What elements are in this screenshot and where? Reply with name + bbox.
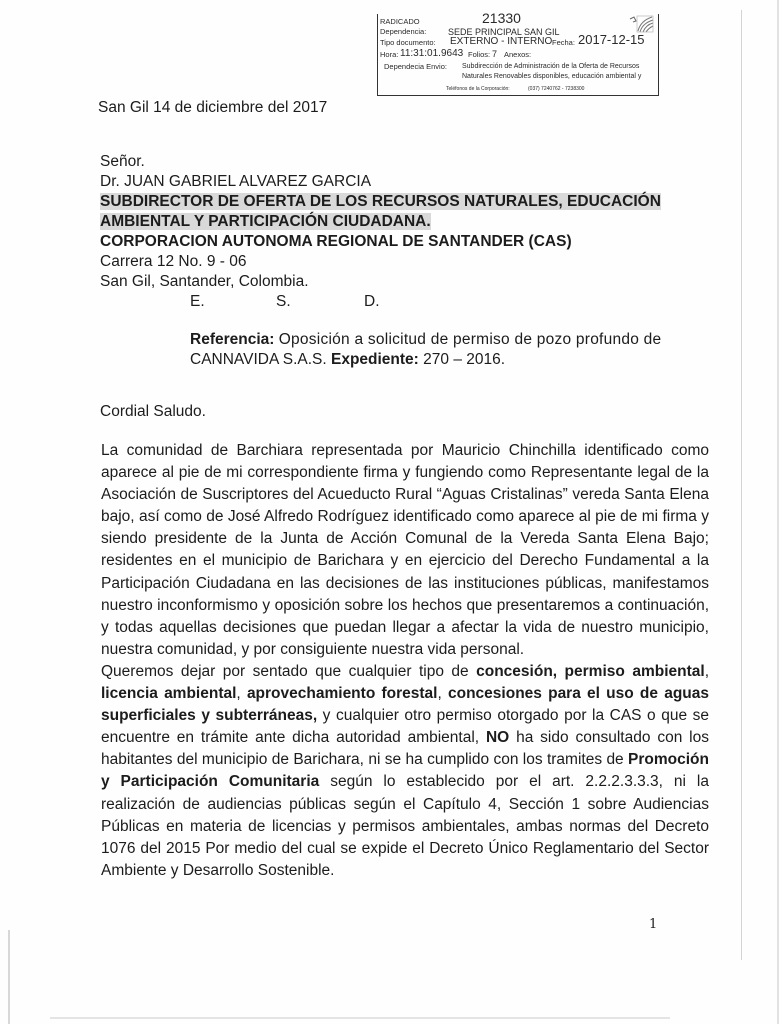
recipient-position-line1-text: SUBDIRECTOR DE OFERTA DE LOS RECURSOS NATURALES, EDUCACIÓN [100,193,661,210]
esd-s: S. [276,293,291,310]
stamp-telefonos-value: (037) 7240762 - 7238300 [528,86,585,92]
stamp-dependencia-label: Dependencia: [380,27,427,36]
esd-e: E. [190,293,205,310]
stamp-envio-line2: Naturales Renovables disponibles, educación ambiental y [462,73,642,80]
reference-company: CANNAVIDA S.A.S. [190,351,327,368]
reference-line1 [190,330,661,350]
stamp-radicado-number: 21330 [482,10,521,26]
stamp-fecha-label: Fecha: [552,38,575,47]
p2-bold-concesiones-aguas: concesiones para el uso de aguas superficiales y subterráneas, [101,685,709,725]
body-paragraph-1: La comunidad de Barchiara representada por Mauricio Chinchilla identificado como aparece al pie de mi correspondiente firma y fungiendo como Representante legal de la Asociación de Suscriptores del Acueducto Rural “Aguas Cristalinas” vereda Santa Elena bajo, así como de José Alfredo Rodríguez identificado como aparece al pie de mi firma y siendo presidente de la Junta de Acción Comunal de la Vereda Santa Elena Bajo; residentes en el municipio de Barichara y en ejercicio del Derecho Fundamental a la Participación Ciudadana en las decisiones de las instituciones públicas, manifestamos nuestro inconformismo y oposición sobre los hechos que presentaremos a continuación, y todas aquellas decisiones que puedan llegar a afectar la vida de nuestro municipio, nuestra comunidad, y por consiguiente nuestra vida personal. [101,442,709,658]
salutation-title: Señor. [100,153,145,170]
stamp-radicado-label: RADICADO [380,17,420,26]
reference-label: Referencia: [190,331,275,348]
p2-bold-licencia: licencia ambiental [101,685,237,703]
stamp-telefonos-label: Teléfonos de la Corporación: [446,86,510,92]
p2-text-5: y cualquier otro permiso otorgado por la CAS o que se encuentre en trámite ante dicha autoridad ambiental, [101,707,709,747]
date-line: San Gil 14 de diciembre del 2017 [98,99,328,116]
p2-text-4: , [437,685,448,703]
p2-bold-promocion: Promoción y Participación Comunitaria [101,751,709,791]
page-number: 1 [649,917,658,932]
greeting: Cordial Saludo. [100,403,206,420]
stamp-fecha-value: 2017-12-15 [578,32,645,47]
p2-bold-no: NO [485,729,510,747]
stamp-hora-value: 11:31:01.9643 [400,48,464,59]
recipient-position-line2-text: AMBIENTAL Y PARTICIPACIÓN CIUDADANA. [100,213,431,230]
stamp-tipo-label: Tipo documento: [380,38,436,47]
stamp-dependencia-value: SEDE PRINCIPAL SAN GIL [448,27,560,37]
recipient-position-line2 [100,212,431,232]
p2-text-7: según lo establecido por el art. 2.2.2.3.3.3, ni la realización de audiencias públicas según el Capítulo 4, Sección 1 sobre Audiencias Públicas en materia de licencias y permisos ambientales, ambas normas del Decreto 1076 del 2015 Por medio del cual se expide el Decreto Único Reglamentario del Sector Ambiente y Desarrollo Sostenible. [101,773,709,879]
stamp-folios-label: Folios: [468,50,491,59]
reference-line2 [190,350,505,370]
organization-name: CORPORACION AUTONOMA REGIONAL DE SANTANDER (CAS) [100,233,572,250]
p2-text-3: , [236,685,247,703]
esd-d: D. [364,293,380,310]
recipient-position-line1 [100,192,661,212]
filing-stamp [377,10,659,96]
stamp-envio-line1: Subdirección de Administración de la Oferta de Recursos [462,63,640,70]
address-line1: Carrera 12 No. 9 - 06 [100,253,247,270]
reference-text: Oposición a solicitud de permiso de pozo profundo de [278,331,662,348]
stamp-anexos-label: Anexos: [504,50,532,59]
stamp-hora-label: Hora: [380,50,399,59]
scan-edge-mark [8,930,10,1024]
stamp-envio-label: Dependecia Envio: [384,62,447,71]
p2-bold-aprovechamiento: aprovechamiento forestal [246,685,438,703]
p2-text-1: Queremos dejar por sentado que cualquier tipo de [101,663,477,680]
stamp-tipo-value: EXTERNO - INTERNO [450,36,553,47]
p2-text-6: ha sido consultado con los habitantes del municipio de Barichara, ni se ha cumplido con los tramites de [101,729,709,769]
expediente-value: 270 – 2016. [423,351,506,368]
scan-bottom-mark [50,1017,670,1019]
p2-bold-concesion: concesión, permiso ambiental [476,663,705,680]
expediente-label: Expediente: [330,351,419,368]
corporation-logo-icon [628,15,654,33]
page-edge-shadow [777,0,779,1024]
p2-text-2: , [704,663,709,680]
address-line2: San Gil, Santander, Colombia. [100,273,309,290]
fold-line [741,10,742,960]
body-paragraph-2 [101,661,709,882]
recipient-name: Dr. JUAN GABRIEL ALVAREZ GARCIA [100,173,372,190]
stamp-folios-value: 7 [492,49,498,59]
